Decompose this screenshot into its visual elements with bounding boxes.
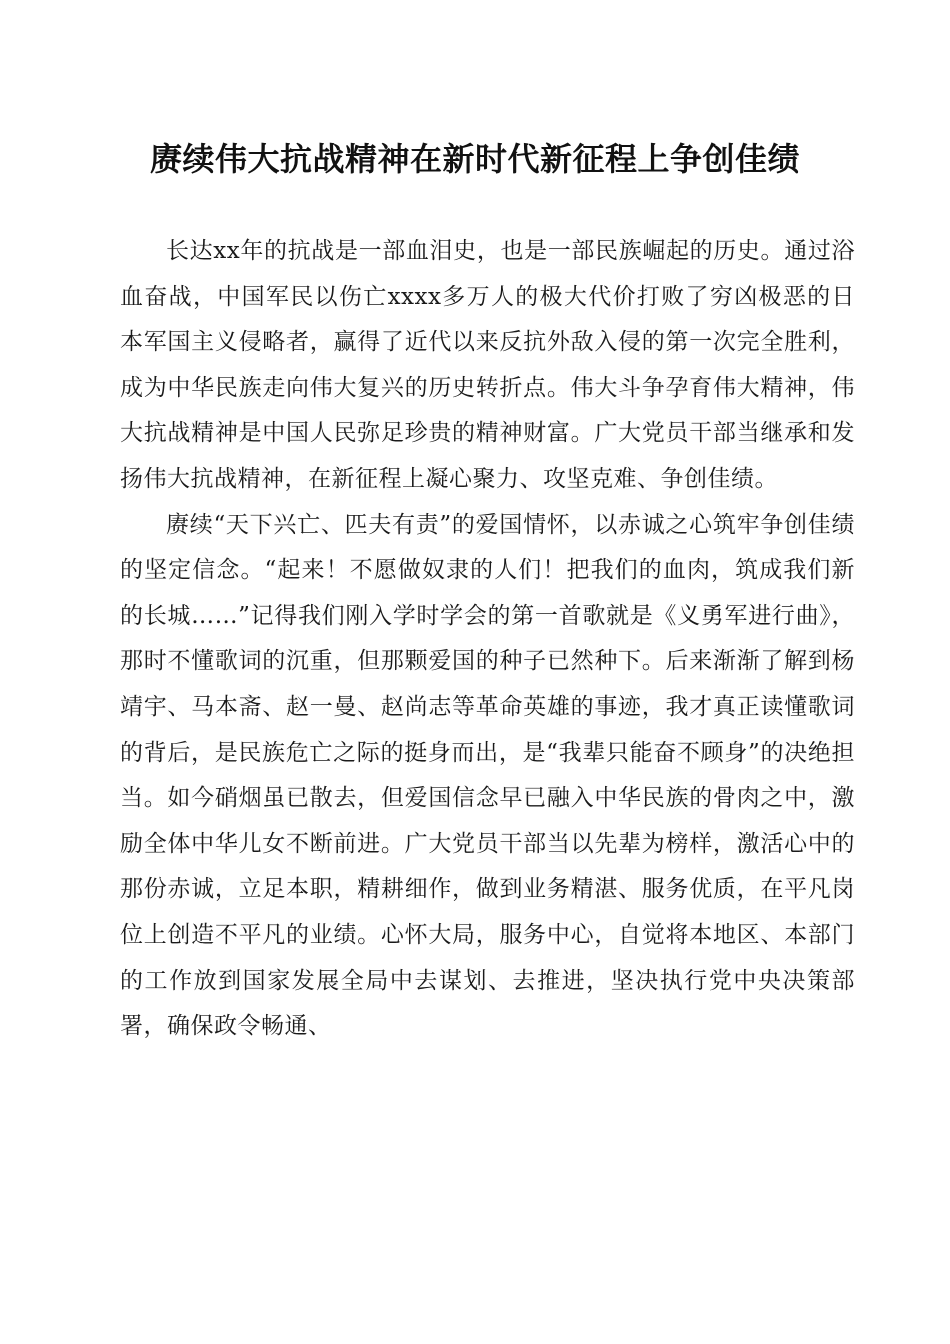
paragraph-intro: 长达xx年的抗战是一部血泪史，也是一部民族崛起的历史。通过浴血奋战，中国军民以伤亡xxxx多万人的极大代价打败了穷凶极恶的日本军国主义侵略者，赢得了近代以来反抗外敌入侵的第一次完全胜利，成为中华民族走向伟大复兴的历史转折点。伟大斗争孕育伟大精神，伟大抗战精神是中国人民弥足珍贵的精神财富。广大党员干部当继承和发扬伟大抗战精神，在新征程上凝心聚力、攻坚克难、争创佳绩。: [120, 238, 855, 492]
paragraph-patriotism: 赓续“天下兴亡、匹夫有责”的爱国情怀，以赤诚之心筑牢争创佳绩的坚定信念。“起来！不愿做奴隶的人们！把我们的血肉，筑成我们新的长城……”记得我们刚入学时学会的第一首歌就是《义勇军进行曲》，那时不懂歌词的沉重，但那颗爱国的种子已然种下。后来渐渐了解到杨靖宇、马本斋、赵一曼、赵尚志等革命英雄的事迹，我才真正读懂歌词的背后，是民族危亡之际的挺身而出，是“我辈只能奋不顾身”的决绝担当。如今硝烟虽已散去，但爱国信念早已融入中华民族的骨肉之中，激励全体中华儿女不断前进。广大党员干部当以先辈为榜样，激活心中的那份赤诚，立足本职，精耕细作，做到业务精湛、服务优质，在平凡岗位上创造不平凡的业绩。心怀大局，服务中心，自觉将本地区、本部门的工作放到国家发展全局中去谋划、去推进，坚决执行党中央决策部署，确保政令畅通、: [120, 511, 855, 1040]
document-title: 赓续伟大抗战精神在新时代新征程上争创佳绩: [149, 140, 800, 178]
document-body: [120, 229, 855, 1050]
